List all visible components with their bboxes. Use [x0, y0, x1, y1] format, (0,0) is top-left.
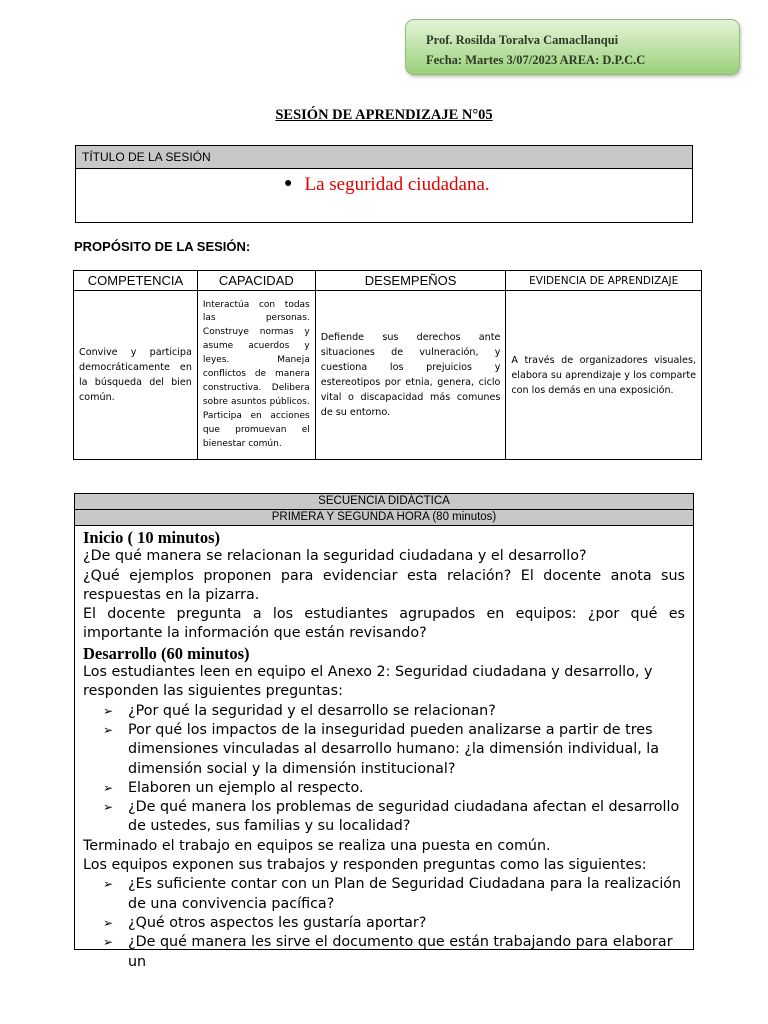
- sequence-body: [75, 526, 693, 972]
- inicio-line: ¿Qué ejemplos proponen para evidenciar esta relación? El docente anota sus respuestas en la pizarra.: [83, 567, 685, 603]
- arrow-bullet-icon: ➢: [103, 877, 114, 892]
- question-list: [83, 702, 685, 837]
- arrow-bullet-icon: ➢: [103, 915, 114, 930]
- competency-table: [73, 270, 702, 460]
- bullet-icon: ●: [284, 176, 293, 191]
- header-evidencia: EVIDENCIA DE APRENDIZAJE: [506, 271, 702, 291]
- list-item: ➢ Por qué los impactos de la inseguridad pueden analizarse a partir de tres dimensiones vinculadas al desarrollo humano: ¿la dimensión individual, la dimensión social y la dimensión institucional?: [103, 721, 660, 777]
- arrow-bullet-icon: ➢: [103, 935, 114, 950]
- teacher-info-box: [405, 19, 740, 75]
- arrow-bullet-icon: ➢: [103, 780, 114, 795]
- desarrollo-intro: Los estudiantes leen en equipo el Anexo 2: Seguridad ciudadana y desarrollo, y responden las siguientes preguntas:: [83, 664, 653, 700]
- list-item: ➢ ¿Qué otros aspectos les gustaría aportar?: [103, 914, 685, 933]
- session-topic-label: TÍTULO DE LA SESIÓN: [76, 146, 692, 169]
- desarrollo-heading: Desarrollo (60 minutos): [83, 643, 250, 663]
- cell-competencia: Convive y participa democráticamente en la búsqueda del bien común.: [74, 291, 198, 460]
- list-item: ➢ ¿De qué manera los problemas de seguridad ciudadana afectan el desarrollo de ustedes, sus familias y su localidad?: [103, 799, 680, 835]
- sequence-band: SECUENCIA DIDÁCTICA: [75, 494, 693, 510]
- mid-line: Terminado el trabajo en equipos se realiza una puesta en común.: [83, 837, 551, 854]
- session-topic: ● La seguridad ciudadana.: [284, 174, 490, 195]
- session-title: SESIÓN DE APRENDIZAJE N°05: [275, 107, 493, 123]
- list-item: ➢ ¿Es suficiente contar con un Plan de Seguridad Ciudadana para la realización de una convivencia pacífica?: [103, 876, 682, 912]
- list-item: ➢ Elaboren un ejemplo al respecto.: [103, 779, 685, 798]
- cell-evidencia: A través de organizadores visuales, elabora su aprendizaje y los comparte con los demás en una exposición.: [506, 291, 702, 460]
- arrow-bullet-icon: ➢: [103, 722, 114, 737]
- inicio-line: ¿De qué manera se relacionan la seguridad ciudadana y el desarrollo?: [83, 548, 587, 565]
- question-list: [83, 875, 685, 971]
- inicio-line: El docente pregunta a los estudiantes agrupados en equipos: ¿por qué es importante la información que están revisando?: [83, 606, 685, 642]
- table-row: [74, 291, 702, 460]
- header-desempenos: DESEMPEÑOS: [315, 271, 506, 291]
- list-item: ➢ ¿Por qué la seguridad y el desarrollo se relacionan?: [103, 702, 685, 721]
- hours-band: PRIMERA Y SEGUNDA HORA (80 minutos): [75, 510, 693, 526]
- didactic-sequence: [74, 493, 694, 970]
- session-topic-box: [75, 145, 693, 223]
- date-area: Fecha: Martes 3/07/2023 AREA: D.P.C.C: [426, 53, 646, 67]
- arrow-bullet-icon: ➢: [103, 800, 114, 815]
- cell-capacidad: Interactúa con todas las personas. Construye normas y asume acuerdos y leyes. Maneja conflictos de manera constructiva. Delibera sobre asuntos públicos. Participa en acciones que promuevan el bienestar común.: [197, 291, 315, 460]
- table-header-row: [74, 271, 702, 291]
- inicio-heading: Inicio ( 10 minutos): [83, 528, 221, 547]
- mid-line: Los equipos exponen sus trabajos y responden preguntas como las siguientes:: [83, 857, 647, 874]
- teacher-name: Prof. Rosilda Toralva Camacllanqui: [426, 33, 619, 47]
- header-competencia: COMPETENCIA: [74, 271, 198, 291]
- purpose-heading: PROPÓSITO DE LA SESIÓN:: [74, 239, 251, 254]
- cell-desempenos: Defiende sus derechos ante situaciones de vulneración, y cuestiona los prejuicios y estereotipos por etnia, genera, ciclo vital o discapacidad más comunes de su entorno.: [315, 291, 506, 460]
- arrow-bullet-icon: ➢: [103, 703, 114, 718]
- header-capacidad: CAPACIDAD: [197, 271, 315, 291]
- list-item: ➢ ¿De qué manera les sirve el documento que están trabajando para elaborar un: [103, 934, 673, 970]
